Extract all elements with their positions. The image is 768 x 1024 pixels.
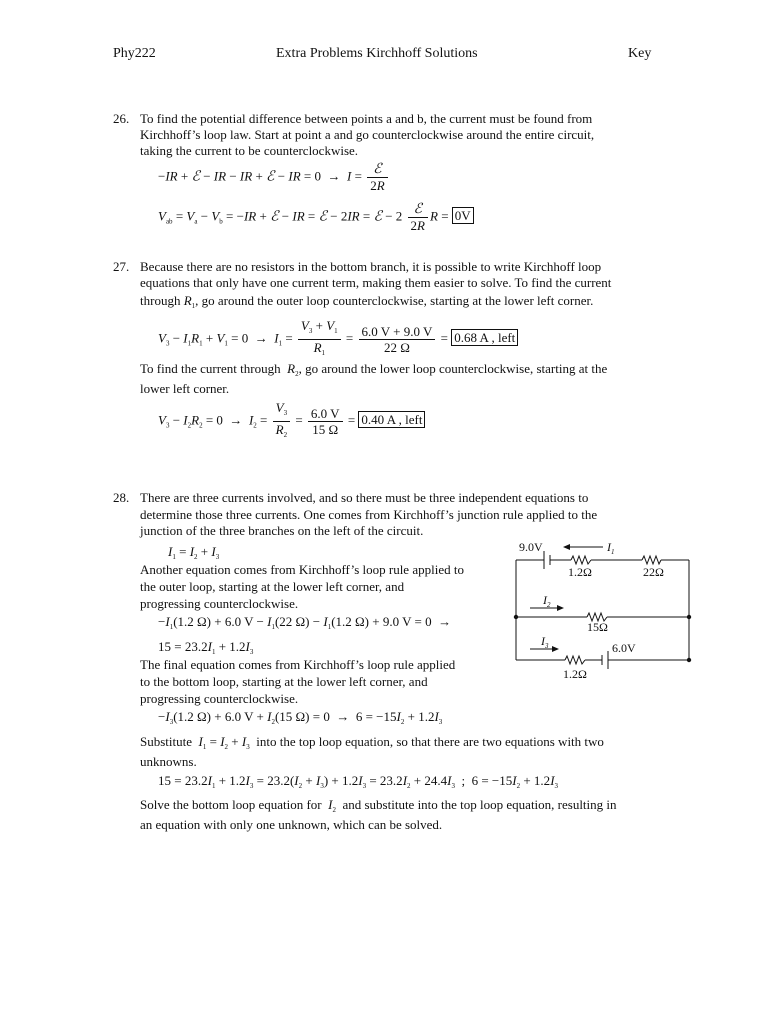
p27-answer-box-1: 0.68 A , left	[451, 329, 518, 346]
p28-para2-line-3: progressing counterclockwise.	[140, 596, 299, 611]
label-9v: 9.0V	[519, 540, 543, 554]
p28-outer-loop-equation: $-I_1(1.2$ Ω) + 6.0 $V - I_1(22$ $\Omega) - I_1(1.2$ Ω) + 9.0 V = 0 →	[158, 614, 452, 631]
problem-27-number: 27.	[113, 259, 130, 274]
p26-answer-box: 0V	[452, 207, 474, 224]
p28-line-2: determine those three currents. One comes from Kirchhoff’s junction rule applied to the	[140, 507, 598, 522]
p28-solve-line-1: Solve the bottom loop equation for $I_2$ and substitute into the top loop equation, resulting in	[140, 797, 617, 814]
p28-para2-line-1: Another equation comes from Kirchhoff’s loop rule applied to	[140, 562, 464, 577]
problem-28-number: 28.	[113, 490, 130, 505]
page-title: Extra Problems Kirchhoff Solutions	[276, 46, 478, 61]
label-1-2ohm-bottom: 1.2Ω	[563, 667, 587, 680]
problem-26-number: 26.	[113, 111, 130, 126]
p28-para3-line-1: The final equation comes from Kirchhoff’s loop rule applied	[140, 657, 456, 672]
label-15ohm: 15Ω	[587, 620, 608, 634]
p27-mid-line-1: To find the current through $R_2$, go around the lower loop counterclockwise, starting at the	[140, 361, 608, 378]
svg-text:I1: $I_1$	[607, 540, 615, 556]
p28-outer-loop-result: $15 = 23.2I_1 + 1.2I_3$	[158, 639, 254, 656]
key-label: Key	[628, 46, 652, 61]
svg-text:I2: $I_2$	[543, 593, 551, 609]
label-6v: 6.0V	[612, 641, 636, 655]
p27-answer-box-2: 0.40 A , left	[358, 411, 425, 428]
label-22ohm: 22Ω	[643, 565, 664, 579]
svg-text:I3: $I_3$	[541, 634, 549, 650]
p28-bottom-loop-equation: $-I_3(1.2$ Ω) + 6.0 $V + I_2(15$ $\Omega) = 0 \to 6 = -15I_2 + 1.2I_3$	[158, 709, 443, 726]
course-label: Phy222	[113, 46, 156, 61]
p28-junction-equation: $I_1 = I_2 + I_3$	[168, 544, 220, 561]
p28-para3-line-3: progressing counterclockwise.	[140, 691, 299, 706]
p27-equation-1: $V_3 - I_1R_1 + V_1 = 0 \to I_1$ = $\frac{V_3 + V_1}{R_1}$ = $\frac{6.0 V + 9.0 V}{22 \Omega}$ = 0.68 A , left	[158, 318, 518, 361]
p26-equation-2: $V_{ab} = V_a - V_b = -IR$ + ℰ − IR = ℰ − 2IR = ℰ − 2 $\frac{\text{ℰ}}{2R}$ R = 0V	[158, 202, 474, 233]
p26-line-3: taking the current to be counterclockwise.	[140, 143, 359, 158]
p28-para3-line-2: to the bottom loop, starting at the lower left corner, and	[140, 674, 428, 689]
p27-line-2: equations that only have one current term, making them easier to solve. To find the current	[140, 275, 612, 290]
p28-solve-line-2: an equation with only one unknown, which can be solved.	[140, 817, 443, 832]
p27-equation-2: $V_3 - I_2R_2 = 0 \to I_2$ = $\frac{V_3}{R_2}$ = $\frac{6.0 V}{15 \Omega}$ = 0.40 A , left	[158, 400, 425, 443]
p28-para2-line-2: the outer loop, starting at the lower left corner, and	[140, 579, 405, 594]
p26-equation-1: −IR + ℰ − IR − IR + ℰ − IR = 0 → I = $\frac{\text{ℰ}}{2R}$	[158, 162, 390, 193]
p26-line-1: To find the potential difference between points a and b, the current must be found from	[140, 111, 593, 126]
label-1-2ohm-top: 1.2Ω	[568, 565, 592, 579]
p26-line-2: Kirchhoff’s loop law. Start at point a and go counterclockwise around the entire circuit,	[140, 127, 595, 142]
p27-line-3: through $R_1$, go around the outer loop counterclockwise, starting at the lower left corner.	[140, 293, 594, 310]
p28-substituted-equations: $15 = 23.2I_1 + 1.2I_3 = 23.2(I_2 + I_3) + 1.2I_3 = 23.2I_2 + 24.4I_3$ ; $6 = -15I_2 + 1.2I_3$	[158, 773, 559, 790]
p28-substitute-line-2: unknowns.	[140, 754, 197, 769]
p28-substitute-line-1: Substitute $I_1 = I_2 + I_3$ into the top loop equation, so that there are two equations with two	[140, 734, 604, 751]
circuit-diagram	[505, 535, 705, 680]
p28-line-3: junction of the three branches on the left of the circuit.	[140, 523, 424, 538]
p27-line-1: Because there are no resistors in the bottom branch, it is possible to write Kirchhoff loop	[140, 259, 602, 274]
p27-mid-line-2: lower left corner.	[140, 381, 230, 396]
p28-line-1: There are three currents involved, and so there must be three independent equations to	[140, 490, 589, 505]
